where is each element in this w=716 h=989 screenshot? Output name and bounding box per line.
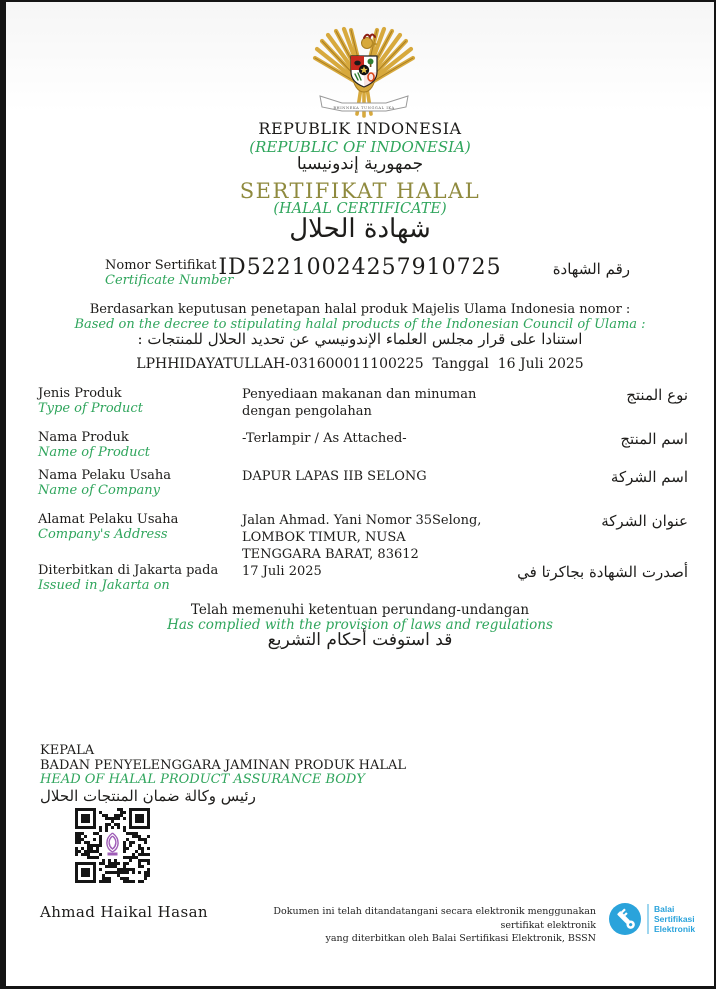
qr-code: [75, 808, 150, 883]
certificate-number-label-ar: رقم الشهادة: [552, 260, 630, 278]
field-value: Jalan Ahmad. Yani Nomor 35Selong, LOMBOK TIMUR, NUSA TENGGARA BARAT, 83612: [242, 513, 482, 562]
field-label-id: Nama Pelaku Usaha: [38, 468, 171, 483]
signatory-title-2: BADAN PENYELENGGARA JAMINAN PRODUK HALAL: [40, 757, 407, 773]
compliance-line-ar: قد استوفت أحكام التشريع: [267, 630, 453, 650]
field-value: Penyediaan makanan dan minuman dengan pengolahan: [242, 387, 477, 419]
field-label-ar: أصدرت الشهادة بجاكرتا في: [517, 563, 688, 581]
field-label-id: Nama Produk: [38, 430, 129, 445]
field-label-id: Jenis Produk: [38, 386, 122, 401]
certificate-title-en: (HALAL CERTIFICATE): [273, 201, 447, 217]
signatory-title-ar: رئيس وكالة ضمان المنتجات الحلال: [40, 786, 256, 805]
certificate-title-ar: شهادة الحلال: [289, 214, 431, 244]
field-row: [38, 386, 688, 430]
country-name-en: (REPUBLIC OF INDONESIA): [249, 138, 471, 156]
garuda-motto-text: BHINNEKA TUNGGAL IKA: [333, 106, 395, 110]
field-label-en: Type of Product: [38, 401, 143, 416]
field-label: [38, 386, 238, 430]
certificate-number-value: ID52210024257910725: [218, 255, 502, 280]
electronic-signature-disclaimer: [234, 905, 596, 946]
bsre-key-icon: [608, 902, 642, 936]
signatory-title-en: HEAD OF HALAL PRODUCT ASSURANCE BODY: [40, 772, 365, 787]
bsre-logo-line-3: Elektronik: [654, 924, 696, 934]
decree-line-id: Berdasarkan keputusan penetapan halal produk Majelis Ulama Indonesia nomor :: [89, 302, 631, 317]
field-label: [38, 512, 238, 563]
bsre-logo: [608, 902, 695, 936]
field-label: [38, 468, 238, 512]
field-label: [38, 563, 238, 603]
signatory-block: [40, 744, 406, 803]
decree-line-en: Based on the decree to stipulating halal products of the Indonesian Council of Ulama :: [74, 317, 646, 332]
bsre-logo-text: [654, 904, 695, 934]
signatory-title-1: KEPALA: [40, 743, 95, 758]
field-label-en: Company's Address: [38, 527, 168, 542]
field-label-en: Name of Product: [38, 445, 151, 460]
field-label-id: Diterbitkan di Jakarta pada: [38, 563, 219, 578]
compliance-line-en: Has complied with the provision of laws and regulations: [167, 617, 553, 633]
decree-reference: LPHHIDAYATULLAH-031600011100225 Tanggal 16 Juli 2025: [136, 356, 584, 372]
field-value: 17 Juli 2025: [242, 564, 322, 579]
decree-line-ar: استنادا على قرار مجلس العلماء الإندونيسي عن تحديد الحلال للمنتجات :: [137, 330, 583, 348]
field-label-ar: اسم المنتج: [620, 430, 688, 448]
country-name: REPUBLIK INDONESIA: [258, 119, 462, 138]
bsre-logo-divider: [647, 904, 649, 934]
field-label-id: Alamat Pelaku Usaha: [38, 512, 179, 527]
certificate-number-label-en: Certificate Number: [105, 273, 234, 288]
disclaimer-line-2: yang diterbitkan oleh Balai Sertifikasi Elektronik, BSSN: [325, 933, 596, 944]
field-label-en: Name of Company: [38, 483, 160, 498]
field-label-en: Issued in Jakarta on: [38, 578, 170, 593]
field-value: DAPUR LAPAS IIB SELONG: [242, 469, 427, 484]
certificate-page: [6, 2, 714, 986]
bsre-logo-line-1: Balai: [654, 903, 675, 914]
field-row: [38, 512, 688, 563]
field-label-ar: اسم الشركة: [610, 468, 688, 486]
certificate-title: SERTIFIKAT HALAL: [239, 179, 481, 203]
field-label-ar: عنوان الشركة: [601, 512, 688, 530]
field-row: [38, 563, 688, 603]
field-value: -Terlampir / As Attached-: [242, 431, 407, 446]
compliance-line-id: Telah memenuhi ketentuan perundang-undangan: [190, 602, 530, 618]
field-row: [38, 430, 688, 468]
country-name-ar: جمهورية إندونيسيا: [296, 154, 424, 174]
disclaimer-line-1: Dokumen ini telah ditandatangani secara elektronik menggunakan sertifikat elektronik: [273, 906, 596, 931]
field-row: [38, 468, 688, 512]
field-label-ar: نوع المنتج: [626, 386, 688, 404]
field-label: [38, 430, 238, 468]
signatory-name: Ahmad Haikal Hasan: [40, 903, 208, 921]
bsre-logo-line-2: Sertifikasi: [654, 913, 695, 924]
garuda-pancasila-emblem: [306, 26, 422, 120]
fields-table: [38, 386, 688, 603]
certificate-number-label-id: Nomor Sertifikat: [105, 258, 217, 273]
